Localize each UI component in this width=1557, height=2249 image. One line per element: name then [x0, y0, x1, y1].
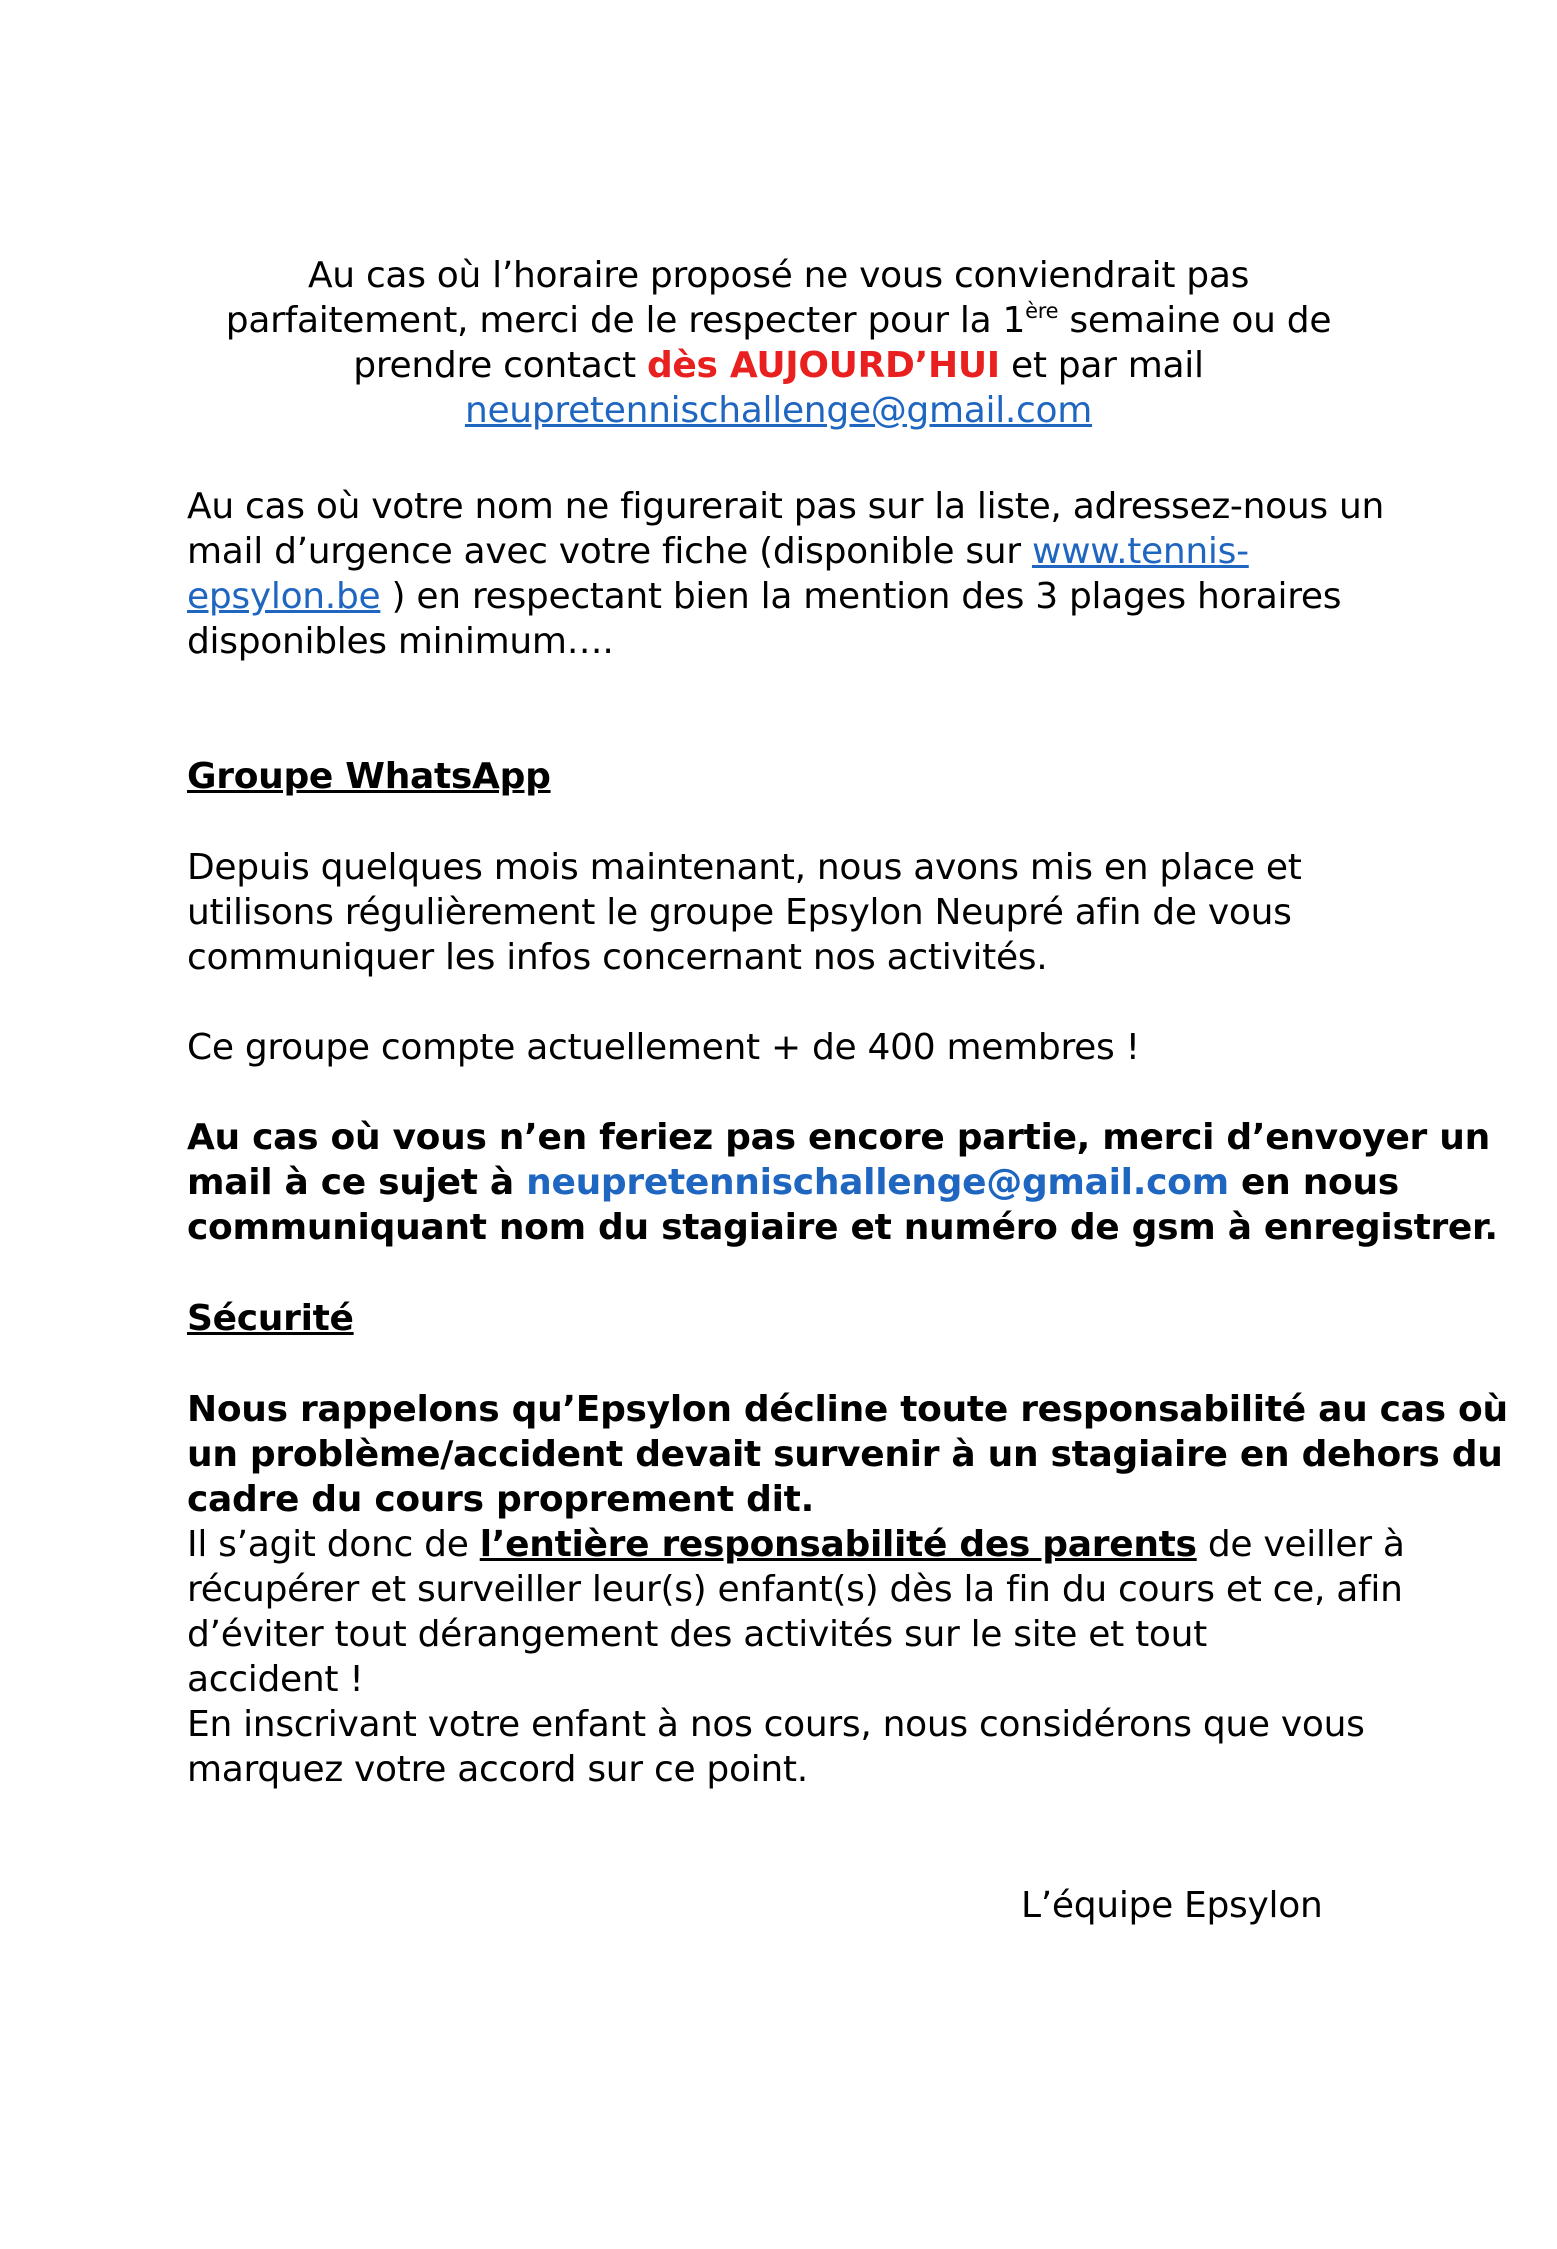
intro-line-3: prendre contact dès AUJOURD’HUI et par mail [353, 345, 1204, 386]
whatsapp-email-link[interactable]: neupretennischallenge@gmail.com [526, 1162, 1229, 1203]
missing-line-2: mail d’urgence avec votre fiche (disponible sur www.tennis- [187, 531, 1249, 572]
whatsapp-p1-line-3: communiquer les infos concernant nos activités. [187, 937, 1048, 978]
missing-name-paragraph [187, 484, 1387, 664]
securite-paragraph [187, 1387, 1508, 1792]
whatsapp-heading: Groupe WhatsApp [187, 756, 551, 797]
whatsapp-paragraph-2 [187, 1025, 1387, 1070]
whatsapp-p3-line-1: Au cas où vous n’en feriez pas encore partie, merci d’envoyer un [187, 1117, 1490, 1158]
securite-line-6: d’éviter tout dérangement des activités sur le site et tout [187, 1614, 1207, 1655]
intro-line-2: parfaitement, merci de le respecter pour la 1ère semaine ou de [225, 299, 1332, 341]
securite-line-8: En inscrivant votre enfant à nos cours, nous considérons que vous [187, 1704, 1365, 1745]
securite-bold-line-2: un problème/accident devait survenir à un stagiaire en dehors du [187, 1434, 1503, 1475]
website-link-part-2[interactable]: epsylon.be [187, 576, 381, 617]
urgent-highlight: dès AUJOURD’HUI [646, 345, 1000, 386]
whatsapp-paragraph-3 [187, 1115, 1498, 1250]
securite-bold-line-1: Nous rappelons qu’Epsylon décline toute responsabilité au cas où [187, 1389, 1508, 1430]
ordinal-superscript: ère [1025, 299, 1059, 323]
whatsapp-p1-line-1: Depuis quelques mois maintenant, nous avons mis en place et [187, 847, 1302, 888]
signature: L’équipe Epsylon [1021, 1885, 1323, 1926]
securite-heading: Sécurité [187, 1298, 354, 1339]
missing-line-4: disponibles minimum…. [187, 621, 614, 662]
missing-line-1: Au cas où votre nom ne figurerait pas sur la liste, adressez-nous un [187, 486, 1385, 527]
securite-bold-line-3: cadre du cours proprement dit. [187, 1479, 814, 1520]
intro-line-4 [0, 388, 1557, 433]
missing-line-3: epsylon.be ) en respectant bien la mention des 3 plages horaires [187, 576, 1342, 617]
whatsapp-p3-line-2: mail à ce sujet à neupretennischallenge@gmail.com en nous [187, 1162, 1399, 1203]
securite-line-5: récupérer et surveiller leur(s) enfant(s) dès la fin du cours et ce, afin [187, 1569, 1403, 1610]
whatsapp-p1-line-2: utilisons régulièrement le groupe Epsylon Neupré afin de vous [187, 892, 1292, 933]
securite-line-7: accident ! [187, 1659, 364, 1700]
whatsapp-section [187, 754, 1387, 799]
contact-email-link[interactable]: neupretennischallenge@gmail.com [464, 390, 1093, 431]
securite-line-9: marquez votre accord sur ce point. [187, 1749, 808, 1790]
whatsapp-p3-line-3: communiquant nom du stagiaire et numéro de gsm à enregistrer. [187, 1207, 1498, 1248]
whatsapp-paragraph-1 [187, 845, 1387, 980]
whatsapp-members-count: Ce groupe compte actuellement + de 400 membres ! [187, 1027, 1140, 1068]
parents-responsibility-emphasis: l’entière responsabilité des parents [479, 1524, 1197, 1565]
intro-paragraph [0, 253, 1557, 433]
securite-section [187, 1296, 1387, 1341]
website-link-part-1[interactable]: www.tennis- [1031, 531, 1249, 572]
intro-line-1: Au cas où l’horaire proposé ne vous conviendrait pas [307, 255, 1250, 296]
securite-line-4: Il s’agit donc de l’entière responsabilité des parents de veiller à [187, 1524, 1405, 1565]
